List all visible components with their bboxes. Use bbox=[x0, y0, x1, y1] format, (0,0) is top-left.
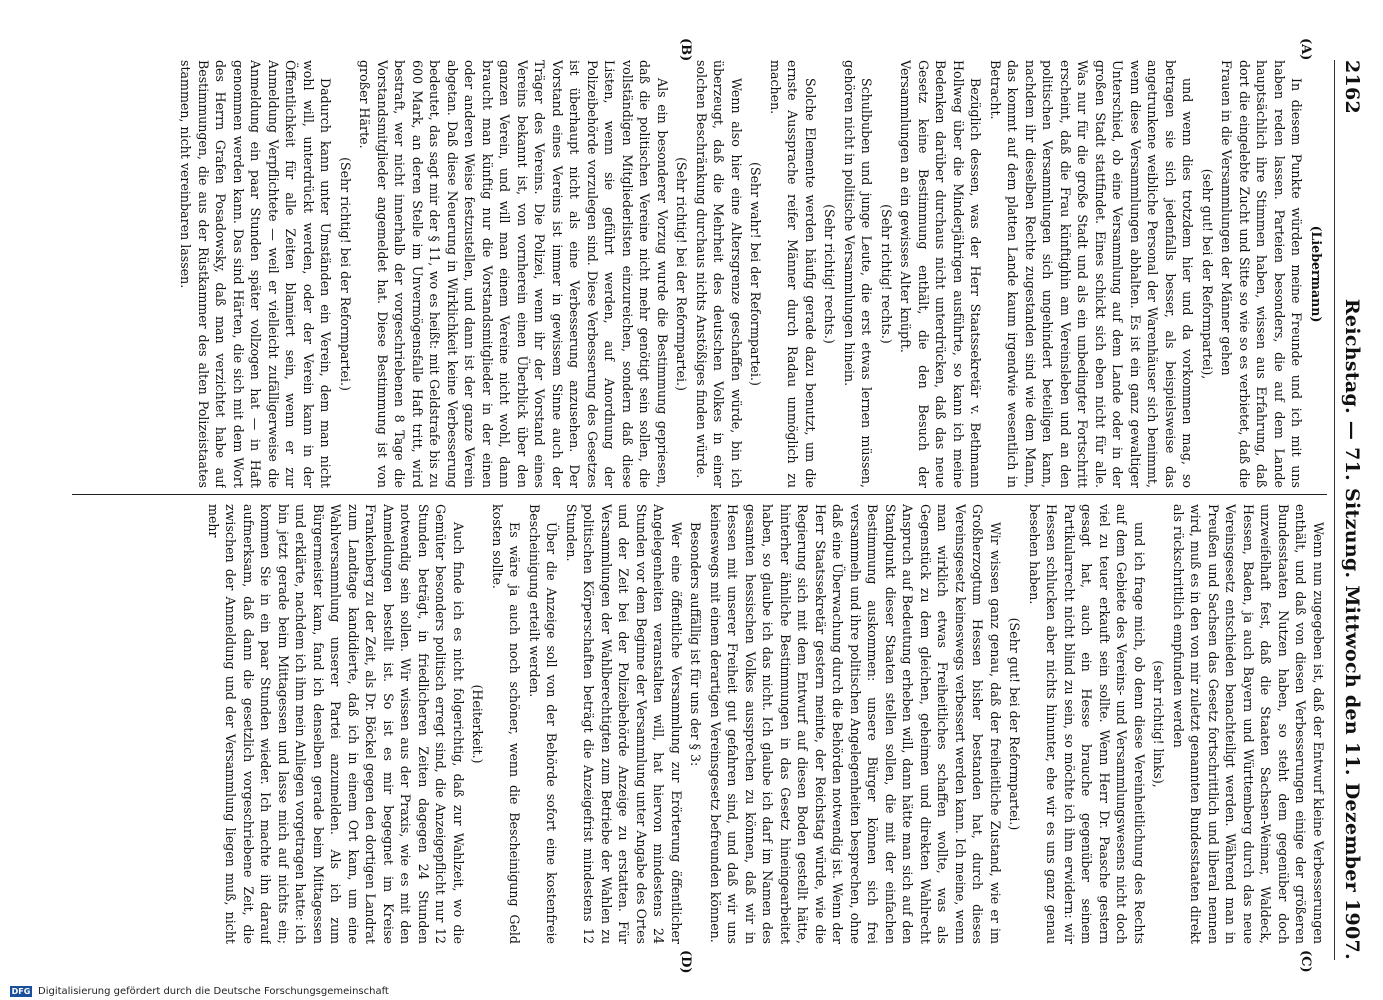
margin-mark-a: (A) bbox=[1298, 38, 1313, 61]
paragraph: und ich frage mich, ob denn diese Vereinheitlichung des Rechts auf dem Gebiete des Vereins- und Versammlungswesens nicht doch viel zu teuer erkauft sein sollte. Wenn Herr Dr. Paasche gestern gesagt hat, auch ein Hesse brauche gegenüber seinem Partikularrecht nicht blind zu sein, so möchte ich ihm erwidern: wir Hessen schlucken aber nichts hinunter, ehe wir es uns ganz genau besehen haben. bbox=[1027, 504, 1147, 944]
right-column bbox=[72, 504, 1327, 944]
interjection: (Sehr richtig! rechts.) bbox=[879, 204, 894, 344]
interjection: (Heiterkeit.) bbox=[470, 684, 486, 764]
paragraph: Bezüglich dessen, was der Herr Staatssekretär v. Bethmann Hollweg über die Minderjährigen ausführte, so kann ich meine Bedenken darüber durchaus nicht unterdrücken, daß das neue Gesetz keine Bestimmung enthält, die den Besuch der Versammlungen an ein gewisses Alter knüpft. bbox=[898, 60, 984, 488]
interjection: (Sehr gut! bei der Reformpartei.) bbox=[1007, 617, 1023, 831]
paragraph: Wer eine öffentliche Versammlung zur Erörterung öffentlicher Angelegenheiten veranstalten will, hat hiervon mindestens 24 Stunden vor dem Beginne der Versammlung unter Angabe des Ortes und der Zeit bei der Polizeibehörde Anzeige zu erstatten. Für Versammlungen der Wahlberechtigten zum Betriebe der Wahlen zu politischen Körperschaften beträgt die Anzeigefrist mindestens 12 Stunden. bbox=[564, 504, 684, 944]
interjection: (Sehr richtig! bei der Reformpartei.) bbox=[674, 157, 690, 391]
column-divider bbox=[72, 494, 1327, 495]
paragraph: Als ein besonderer Vorzug wurde die Bestimmung gepriesen, daß die politischen Vereine nicht mehr genötigt sein sollen, die vollständigen Mitgliederlisten einzureichen, sondern daß diese Listen, wenn sie geführt werden, auf Anordnung der Polizeibehörde vorzulegen sind. Diese Verbesserung des Gesetzes ist überhaupt nicht als eine Verbesserung anzusehen. Der Vorstand eines Vereins ist immer in gewissem Sinne auch der Träger des Vereins. Die Polizei, wenn ihr der Vorstand eines Vereins bekannt ist, von vornherein einen Überblick über den ganzen Verein, und will man einem Vereine nicht wohl, dann braucht man künftig nur die Vorstandsmitglieder in der einen oder anderen Weise festzustellen, und dann ist der ganze Verein abgetan. Daß diese Neuerung in Wirklichkeit keine Verbesserung bedeutet, das sagt mir der § 11, wo es heißt: mit Geldstrafe bis zu 600 Mark, an deren Stelle im Unvermögensfalle Haft tritt, wird bestraft, wer nicht innerhalb der vorgeschriebenen 8 Tage die Vorstandsmitglieder angemeldet hat. Diese Bestimmung ist von großer Härte. bbox=[357, 60, 670, 488]
paragraph: Wenn nun zugegeben ist, daß der Entwurf kleine Verbesserungen enthält, und daß von diesen Verbesserungen einige der größeren Bundesstaaten Nutzen haben, so steht dem gegenüber doch unzweifelhaft fest, daß die Staaten Sachsen-Weimar, Waldeck, Hessen, Baden, ja auch Bayern und Württemberg durch das neue Vereinsgesetz entschieden benachteiligt werden. Während man in Preußen und Sachsen das Gesetz fortschrittlich und liberal nennen wird, muß es in den von mir zuletzt genannten Bundesstaaten direkt als rückschrittlich empfunden werden bbox=[1171, 504, 1326, 944]
paragraph: Auch finde ich es nicht folgerichtig, daß zur Wahlzeit, wo die Gemüter besonders politisch erregt sind, die Anzeigepflicht nur 12 Stunden beträgt, in friedlicheren Zeiten dagegen 24 Stunden notwendig sein sollen. Wir wissen aus der Praxis, wie es mit den Anmeldungen bestellt ist. So ist es mir begegnet im Kreise Frankenberg zu der Zeit, als Dr. Böckel gegen den dortigen Landrat zum Landtage kandidierte, daß ich in einem Ort kam, um eine Wahlversammlung unserer Partei anzumelden. Als ich zum Bürgermeister kam, fand ich denselben gerade beim Mittagessen und erklärte, nachdem ich ihm mein Anliegen vorgetragen hatte: ich bin jetzt gerade beim Mittagessen und lasse mich auf nichts ein; kommen Sie in ein paar Stunden wieder. Ich machte ihn darauf aufmerksam, daß dann die gesetzlich vorgeschriebene Zeit, die zwischen der Anmeldung und der Versammlung liegen muß, nicht mehr bbox=[206, 504, 466, 944]
paragraph: Über die Anzeige soll von der Behörde sofort eine kostenfreie Bescheinigung erteilt werden. bbox=[527, 504, 560, 944]
interjection: (Sehr richtig! bei der Reformpartei.) bbox=[338, 157, 353, 391]
paragraph: Wenn also hier eine Altersgrenze geschaffen würde, bin ich überzeugt, daß die Mehrheit des deutschen Volkes in einer solchen Beschränkung durchaus nichts Anstößiges finden würde. bbox=[694, 60, 744, 488]
paragraph: Solche Elemente werden häufig gerade dazu benutzt, um die ernste Aussprache reifer Männer durch Radau unmöglich zu machen. bbox=[768, 60, 818, 488]
digitization-footer bbox=[0, 982, 1383, 1000]
page-number: 2162 bbox=[1341, 60, 1363, 115]
paragraph: Dadurch kann unter Umständen ein Verein, dem man nicht wohl will, unterdrückt werden, oder der Verein kann in der Öffentlichkeit für alle Zeiten blamiert sein, wenn er zur Anmeldung Verpflichtete — weil er vielleicht zufälligerweise die Anmeldung ein paar Stunden später vollzogen hat — in Haft genommen werden kann. Das sind Härten, die sich mit dem Wort des Herrn Grafen Posadowsky, daß man verzichtet habe auf Bestimmungen, die aus der Rüstkammer des alten Polizeistaates stammen, nicht vereinbaren lassen. bbox=[178, 60, 334, 488]
paragraph: Es wäre ja auch noch schöner, wenn die Bescheinigung Geld kosten sollte. bbox=[490, 504, 523, 944]
footer-text: Digitalisierung gefördert durch die Deutsche Forschungsgemeinschaft bbox=[38, 985, 389, 997]
left-column bbox=[72, 60, 1327, 488]
interjection: (Sehr wahr! bei der Reformpartei.) bbox=[748, 162, 764, 386]
paragraph: In diesem Punkte würden meine Freunde und ich mit uns haben reden lassen. Parteien besonders, die auf dem Lande hauptsächlich ihre Stimmen haben, wissen aus Erfahrung, daß dort die eingelebte Zucht und Sitte so wie so es verbietet, daß die Frauen in die Versammlungen der Männer gehen bbox=[1219, 60, 1305, 488]
paragraph: Wir wissen ganz genau, daß der freiheitliche Zustand, wie er im Großherzogtum Hessen bisher bestanden hat, durch dieses Vereinsgesetz keineswegs verbessert werden kann. Ich meine, wenn man wirklich etwas Freiheitliches schaffen wollte, was als Gegenstück zu dem gleichen, geheimen und direkten Wahlrecht Anspruch auf Bedeutung erheben will, dann hätte man sich auf den Standpunkt dieser Staaten stellen sollen, die mit der einfachen Bestimmung auskommen: unsere Bürger können sich frei versammeln und ihre politischen Angelegenheiten besprechen, ohne daß eine Überwachung durch die Behörden notwendig ist. Wenn der Herr Staatssekretär gestern meinte, der Reichstag würde, wie die Regierung sich mit dem Entwurf auf diesen Boden gestellt hätte, hinterher ähnliche Bestimmungen in das Gesetz hineingearbeitet haben, so glaube ich das nicht. Ich glaube ich darf im Namen des gesamten hessischen Volkes aussprechen zu können, daß wir in Hessen mit unserer Freiheit gut gefahren sind, und daß wir uns keineswegs mit einem derartigen Vereinsgesetz befreunden können. bbox=[708, 504, 1003, 944]
interjection: (Sehr richtig! rechts.) bbox=[822, 204, 838, 344]
paragraph: Schulbuben und junge Leute, die erst etwas lernen müssen, gehören nicht in politische Versammlungen hinein. bbox=[842, 60, 875, 488]
page-title: Reichstag. — 71. Sitzung. Mittwoch den 11. Dezember 1907. bbox=[1341, 298, 1363, 960]
interjection: (sehr gut! bei der Reformpartei), bbox=[1200, 168, 1215, 380]
speaker-name: (Liebermann) bbox=[1309, 225, 1324, 323]
interjection: (sehr richtig! links), bbox=[1151, 660, 1167, 788]
margin-mark-c: (C) bbox=[1298, 950, 1313, 973]
margin-mark-b: (B) bbox=[678, 38, 693, 62]
paragraph: Besonders auffällig ist für uns der § 3: bbox=[688, 522, 704, 767]
paragraph: und wenn dies trotzdem hier und da vorkommen mag, so betragen sie sich jedenfalls besser, als beispielsweise das angetrunkene weibliche Personal der Warenhäuser sich benimmt, wenn diese Versammlungen abhalten. Es ist ein ganz gewaltiger Unterschied, ob eine Versammlung auf dem Lande oder in der großen Stadt stattfindet. Eines schickt sich eben nicht für alle. Was nur für die große Stadt und als ein unbedingter Fortschritt erscheint, daß die Frau künftighin am Vereinsleben und an den politischen Versammlungen sich ungehindert beteiligen kann, nachdem ihr dieselben Rechte zugestanden sind wie dem Mann, das kommt auf dem platten Lande kaum irgendwie wesentlich in Betracht. bbox=[988, 60, 1196, 488]
page-header bbox=[1334, 60, 1369, 960]
dfg-logo-icon: DFG bbox=[11, 986, 31, 996]
margin-mark-d: (D) bbox=[678, 950, 693, 974]
